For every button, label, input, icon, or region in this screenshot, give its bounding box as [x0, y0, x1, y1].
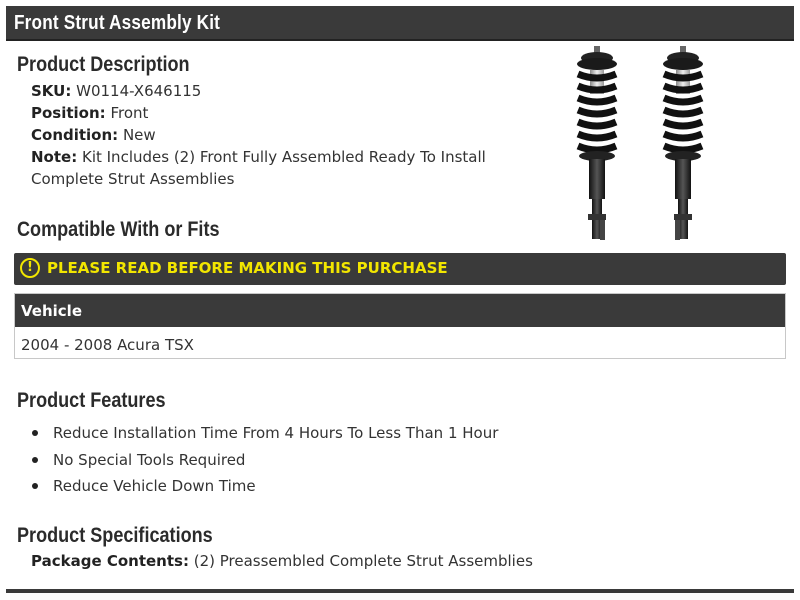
- product-description-heading: Product Description: [17, 53, 190, 76]
- product-description: [31, 80, 501, 190]
- vehicle-table-header: [15, 294, 785, 327]
- vehicle-table: [14, 293, 786, 359]
- bottom-divider: [6, 589, 794, 593]
- list-item: [32, 422, 498, 449]
- warning-text: PLEASE READ BEFORE MAKING THIS PURCHASE: [47, 259, 448, 277]
- strut-right: [663, 46, 703, 240]
- package-contents-value: (2) Preassembled Complete Strut Assemblies: [193, 552, 533, 570]
- package-contents-row: [31, 552, 533, 570]
- bullet-icon: [32, 457, 38, 463]
- condition-value: New: [122, 126, 156, 144]
- title-bar: [6, 6, 794, 41]
- feature-text: Reduce Vehicle Down Time: [53, 477, 256, 495]
- purchase-warning-banner: [14, 253, 786, 285]
- note-value-line1: Kit Includes (2) Front Fully Assembled Ready To Install: [81, 148, 486, 166]
- note-row: [31, 146, 501, 168]
- bullet-icon: [32, 430, 38, 436]
- sku-label: SKU:: [31, 82, 72, 100]
- sku-row: [31, 80, 501, 102]
- sku-value: W0114-X646115: [76, 82, 202, 100]
- vehicle-row: 2004 - 2008 Acura TSX: [21, 336, 194, 354]
- package-contents-label: Package Contents:: [31, 552, 189, 570]
- note-value-line2: Complete Strut Assemblies: [31, 170, 235, 188]
- page-title: Front Strut Assembly Kit: [14, 12, 221, 34]
- list-item: [32, 449, 498, 476]
- bullet-icon: [32, 483, 38, 489]
- strut-assembly-image: [560, 44, 750, 246]
- exclamation-circle-icon: !: [20, 258, 40, 278]
- features-list: [32, 422, 498, 502]
- list-item: [32, 475, 498, 502]
- condition-row: [31, 124, 501, 146]
- vehicle-column-header: Vehicle: [21, 302, 82, 320]
- position-row: [31, 102, 501, 124]
- strut-left: [577, 46, 617, 240]
- product-specifications-heading: Product Specifications: [17, 524, 213, 547]
- product-features-heading: Product Features: [17, 389, 166, 412]
- position-label: Position:: [31, 104, 106, 122]
- feature-text: Reduce Installation Time From 4 Hours To Less Than 1 Hour: [53, 424, 499, 442]
- condition-label: Condition:: [31, 126, 119, 144]
- position-value: Front: [110, 104, 149, 122]
- feature-text: No Special Tools Required: [53, 450, 246, 469]
- compatibility-heading: Compatible With or Fits: [17, 218, 220, 241]
- note-label: Note:: [31, 148, 78, 166]
